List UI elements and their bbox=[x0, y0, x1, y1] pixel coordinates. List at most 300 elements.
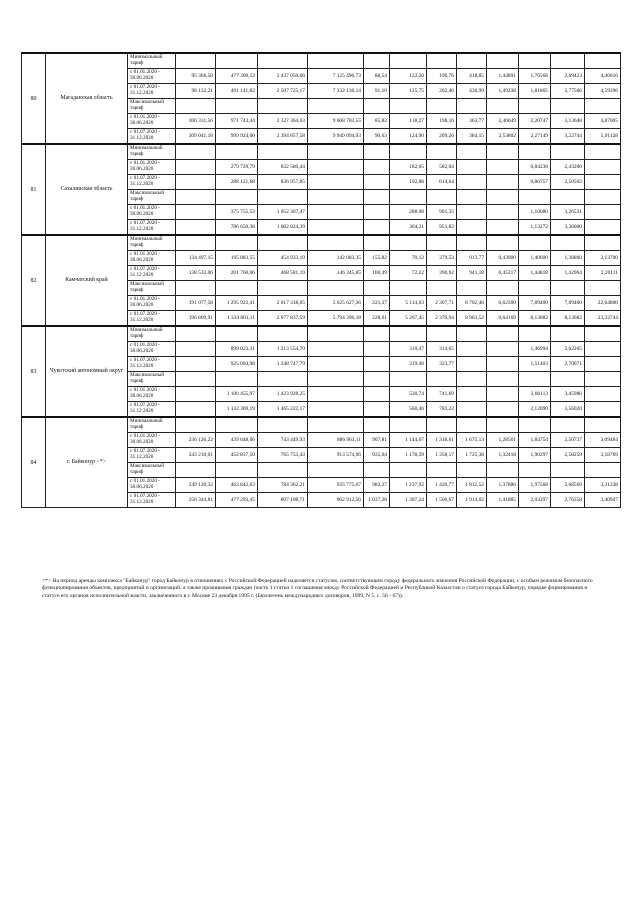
value-cell: 1,51403 bbox=[519, 357, 551, 372]
value-cell bbox=[258, 144, 308, 160]
period-cell: Максимальный тариф bbox=[128, 281, 176, 296]
value-cell bbox=[176, 144, 216, 160]
value-cell bbox=[176, 402, 216, 418]
value-cell: 2,53802 bbox=[487, 129, 519, 145]
value-cell: 3,09484 bbox=[585, 433, 621, 448]
value-cell: 384,15 bbox=[457, 129, 487, 145]
value-cell: 1,40600 bbox=[519, 251, 551, 266]
value-cell: 907,81 bbox=[364, 433, 390, 448]
value-cell bbox=[176, 387, 216, 402]
value-cell bbox=[216, 53, 258, 69]
value-cell: 1,42964 bbox=[551, 266, 585, 281]
value-cell: 2 507 725,17 bbox=[258, 84, 308, 99]
value-cell: 196 809,91 bbox=[176, 311, 216, 327]
value-cell: 2 376,94 bbox=[427, 311, 457, 327]
value-cell bbox=[258, 190, 308, 205]
value-cell: 0,62300 bbox=[487, 296, 519, 311]
value-cell: 1,81865 bbox=[519, 84, 551, 99]
value-cell: 195 883,55 bbox=[216, 251, 258, 266]
value-cell bbox=[308, 144, 364, 160]
value-cell bbox=[551, 326, 585, 342]
period-cell: с 01.07.2020 - 31.12.2020 bbox=[128, 84, 176, 99]
value-cell: 88,54 bbox=[364, 69, 390, 84]
value-cell bbox=[487, 205, 519, 220]
value-cell: 1,76568 bbox=[519, 69, 551, 84]
value-cell bbox=[364, 144, 390, 160]
value-cell: 452 837,50 bbox=[216, 448, 258, 463]
value-cell: 1,13272 bbox=[519, 220, 551, 236]
region-number: 81 bbox=[22, 144, 46, 235]
value-cell: 3,36000 bbox=[551, 220, 585, 236]
value-cell bbox=[216, 190, 258, 205]
value-cell: 279 729,79 bbox=[216, 160, 258, 175]
value-cell bbox=[585, 220, 621, 236]
value-cell: 2,13700 bbox=[585, 251, 621, 266]
value-cell: 1 052 307,47 bbox=[258, 205, 308, 220]
value-cell: 439 648,06 bbox=[216, 433, 258, 448]
value-cell bbox=[585, 342, 621, 357]
value-cell bbox=[364, 99, 390, 114]
value-cell bbox=[427, 144, 457, 160]
value-cell: 3,13648 bbox=[551, 114, 585, 129]
value-cell: 807 108,71 bbox=[258, 493, 308, 508]
value-cell: 477 300,12 bbox=[216, 69, 258, 84]
value-cell bbox=[487, 281, 519, 296]
value-cell bbox=[390, 235, 427, 251]
value-cell bbox=[585, 99, 621, 114]
value-cell bbox=[308, 160, 364, 175]
region-name: Магаданская область bbox=[46, 53, 128, 144]
value-cell: 2,50502 bbox=[551, 175, 585, 190]
value-cell: 3,22744 bbox=[551, 129, 585, 145]
value-cell bbox=[487, 53, 519, 69]
value-cell: 1 082 824,39 bbox=[258, 220, 308, 236]
value-cell bbox=[585, 281, 621, 296]
value-cell: 836 957,85 bbox=[258, 175, 308, 190]
value-cell: 2,20111 bbox=[585, 266, 621, 281]
value-cell: 91,10 bbox=[364, 84, 390, 99]
value-cell bbox=[519, 99, 551, 114]
value-cell: 1 100 455,97 bbox=[216, 387, 258, 402]
value-cell: 138 532,06 bbox=[176, 266, 216, 281]
value-cell: 2,77506 bbox=[551, 84, 585, 99]
value-cell bbox=[457, 53, 487, 69]
value-cell: 1 465 222,17 bbox=[258, 402, 308, 418]
value-cell: 2,27149 bbox=[519, 129, 551, 145]
value-cell bbox=[308, 281, 364, 296]
value-cell bbox=[427, 53, 457, 69]
value-cell bbox=[487, 175, 519, 190]
period-cell: с 01.07.2020 - 31.12.2020 bbox=[128, 493, 176, 508]
value-cell: 1 237,92 bbox=[390, 478, 427, 493]
period-cell: с 01.01.2020 - 30.06.2020 bbox=[128, 342, 176, 357]
value-cell bbox=[457, 220, 487, 236]
value-cell: 2,43206 bbox=[551, 160, 585, 175]
value-cell bbox=[364, 463, 390, 478]
value-cell: 5 625 627,36 bbox=[308, 296, 364, 311]
value-cell bbox=[364, 342, 390, 357]
value-cell: 1,41885 bbox=[487, 493, 519, 508]
value-cell: 23,32744 bbox=[585, 311, 621, 327]
value-cell bbox=[427, 99, 457, 114]
table-row bbox=[22, 417, 621, 433]
value-cell: 913,77 bbox=[457, 251, 487, 266]
value-cell bbox=[176, 463, 216, 478]
value-cell bbox=[551, 372, 585, 387]
region-number: 83 bbox=[22, 326, 46, 417]
value-cell bbox=[585, 357, 621, 372]
value-cell: 2,62205 bbox=[551, 342, 585, 357]
value-cell bbox=[364, 357, 390, 372]
value-cell: 886 963,11 bbox=[308, 433, 364, 448]
region-name: Чукотский автономный округ bbox=[46, 326, 128, 417]
period-cell: с 01.01.2020 - 30.06.2020 bbox=[128, 160, 176, 175]
value-cell: 221,37 bbox=[364, 296, 390, 311]
value-cell bbox=[176, 160, 216, 175]
value-cell: 614,64 bbox=[427, 175, 457, 190]
value-cell bbox=[364, 160, 390, 175]
value-cell bbox=[390, 99, 427, 114]
value-cell: 142 083,35 bbox=[308, 251, 364, 266]
value-cell bbox=[176, 175, 216, 190]
value-cell bbox=[585, 175, 621, 190]
value-cell bbox=[585, 235, 621, 251]
value-cell: 288,08 bbox=[390, 205, 427, 220]
value-cell: 2 394 857,58 bbox=[258, 129, 308, 145]
value-cell: 95 366,58 bbox=[176, 69, 216, 84]
value-cell bbox=[457, 281, 487, 296]
value-cell: 999 924,00 bbox=[216, 129, 258, 145]
value-cell bbox=[457, 205, 487, 220]
period-cell: Максимальный тариф bbox=[128, 190, 176, 205]
value-cell: 8 702,46 bbox=[457, 296, 487, 311]
value-cell: 786 650,38 bbox=[216, 220, 258, 236]
value-cell bbox=[585, 463, 621, 478]
table-row bbox=[22, 53, 621, 69]
value-cell bbox=[519, 417, 551, 433]
value-cell bbox=[176, 235, 216, 251]
value-cell bbox=[258, 235, 308, 251]
value-cell bbox=[258, 53, 308, 69]
value-cell: 2 437 050,66 bbox=[258, 69, 308, 84]
value-cell: 2 077 837,59 bbox=[258, 311, 308, 327]
value-cell: 935,04 bbox=[364, 448, 390, 463]
value-cell bbox=[487, 372, 519, 387]
value-cell: 7 332 136,14 bbox=[308, 84, 364, 99]
value-cell: 8,13082 bbox=[551, 311, 585, 327]
value-cell bbox=[364, 220, 390, 236]
value-cell: 2,69423 bbox=[551, 69, 585, 84]
value-cell bbox=[216, 281, 258, 296]
value-cell: 2 017 318,05 bbox=[258, 296, 308, 311]
value-cell: 1 307,24 bbox=[390, 493, 427, 508]
value-cell bbox=[308, 99, 364, 114]
value-cell bbox=[364, 281, 390, 296]
value-cell: 784 362,21 bbox=[258, 478, 308, 493]
value-cell: 192,88 bbox=[390, 175, 427, 190]
value-cell bbox=[390, 281, 427, 296]
period-cell: с 01.01.2020 - 30.06.2020 bbox=[128, 205, 176, 220]
value-cell: 463 842,03 bbox=[216, 478, 258, 493]
tariff-table bbox=[21, 52, 621, 508]
value-cell bbox=[427, 326, 457, 342]
value-cell: 8,13082 bbox=[519, 311, 551, 327]
value-cell: 560,46 bbox=[390, 402, 427, 418]
value-cell bbox=[308, 342, 364, 357]
value-cell: 941,18 bbox=[457, 266, 487, 281]
period-cell: Максимальный тариф bbox=[128, 463, 176, 478]
value-cell: 122,20 bbox=[390, 69, 427, 84]
value-cell bbox=[487, 342, 519, 357]
value-cell: 134 497,15 bbox=[176, 251, 216, 266]
value-cell: 1 178,39 bbox=[390, 448, 427, 463]
period-cell: с 01.07.2020 - 31.12.2020 bbox=[128, 357, 176, 372]
period-cell: Минимальный тариф bbox=[128, 326, 176, 342]
period-cell: Максимальный тариф bbox=[128, 372, 176, 387]
region-number: 84 bbox=[22, 417, 46, 508]
value-cell: 899 023,31 bbox=[216, 342, 258, 357]
value-cell bbox=[519, 190, 551, 205]
value-cell: 4,87005 bbox=[585, 114, 621, 129]
value-cell: 1,32418 bbox=[487, 448, 519, 463]
value-cell bbox=[308, 175, 364, 190]
value-cell bbox=[585, 205, 621, 220]
value-cell: 0,64169 bbox=[487, 311, 519, 327]
value-cell bbox=[216, 326, 258, 342]
value-cell bbox=[487, 220, 519, 236]
value-cell: 319,48 bbox=[390, 357, 427, 372]
value-cell bbox=[585, 53, 621, 69]
value-cell: 982,27 bbox=[364, 478, 390, 493]
value-cell: 832 580,44 bbox=[258, 160, 308, 175]
region-name: Камчатский край bbox=[46, 235, 128, 326]
value-cell: 7,89400 bbox=[551, 296, 585, 311]
value-cell bbox=[390, 463, 427, 478]
value-cell bbox=[519, 281, 551, 296]
value-cell bbox=[176, 357, 216, 372]
period-cell: с 01.01.2020 - 30.06.2020 bbox=[128, 114, 176, 129]
value-cell: 3,26531 bbox=[551, 205, 585, 220]
value-cell bbox=[487, 99, 519, 114]
value-cell bbox=[308, 235, 364, 251]
value-cell bbox=[176, 372, 216, 387]
value-cell bbox=[308, 220, 364, 236]
value-cell: 491 141,82 bbox=[216, 84, 258, 99]
value-cell: 1 426,77 bbox=[427, 478, 457, 493]
value-cell: 1,37886 bbox=[487, 478, 519, 493]
value-cell: 70,12 bbox=[390, 251, 427, 266]
value-cell bbox=[258, 463, 308, 478]
value-cell: 155,82 bbox=[364, 251, 390, 266]
value-cell bbox=[487, 463, 519, 478]
period-cell: с 01.07.2020 - 31.12.2020 bbox=[128, 402, 176, 418]
period-cell: Минимальный тариф bbox=[128, 53, 176, 69]
value-cell bbox=[176, 281, 216, 296]
value-cell bbox=[427, 372, 457, 387]
value-cell: 309 041,18 bbox=[176, 129, 216, 145]
value-cell bbox=[364, 205, 390, 220]
value-cell: 2,03297 bbox=[519, 493, 551, 508]
value-cell bbox=[258, 372, 308, 387]
value-cell: 2,12090 bbox=[519, 402, 551, 418]
value-cell bbox=[585, 372, 621, 387]
value-cell: 236 126,22 bbox=[176, 433, 216, 448]
value-cell: 1 295 923,41 bbox=[216, 296, 258, 311]
value-cell: 7,89400 bbox=[519, 296, 551, 311]
period-cell: Минимальный тариф bbox=[128, 417, 176, 433]
value-cell bbox=[364, 235, 390, 251]
value-cell: 202,46 bbox=[427, 84, 457, 99]
value-cell bbox=[308, 387, 364, 402]
value-cell: 9 668 702,55 bbox=[308, 114, 364, 129]
value-cell bbox=[176, 342, 216, 357]
value-cell: 1,38800 bbox=[551, 251, 585, 266]
value-cell: 2,76358 bbox=[551, 493, 585, 508]
value-cell: 2,50737 bbox=[551, 433, 585, 448]
value-cell: 1 132 369,19 bbox=[216, 402, 258, 418]
value-cell bbox=[551, 53, 585, 69]
value-cell bbox=[457, 175, 487, 190]
value-cell bbox=[390, 144, 427, 160]
value-cell bbox=[519, 326, 551, 342]
value-cell bbox=[585, 387, 621, 402]
tariff-table-body bbox=[22, 53, 621, 508]
value-cell bbox=[258, 417, 308, 433]
value-cell bbox=[551, 235, 585, 251]
value-cell bbox=[427, 417, 457, 433]
value-cell bbox=[308, 372, 364, 387]
value-cell: 182,65 bbox=[390, 160, 427, 175]
value-cell bbox=[216, 99, 258, 114]
value-cell: 962 912,56 bbox=[308, 493, 364, 508]
value-cell: 1 248 747,79 bbox=[258, 357, 308, 372]
value-cell bbox=[176, 99, 216, 114]
value-cell: 2,70071 bbox=[551, 357, 585, 372]
value-cell bbox=[487, 144, 519, 160]
value-cell: 85,82 bbox=[364, 114, 390, 129]
value-cell bbox=[308, 357, 364, 372]
value-cell bbox=[216, 235, 258, 251]
value-cell: 1 358,17 bbox=[427, 448, 457, 463]
value-cell bbox=[176, 205, 216, 220]
value-cell: 90,63 bbox=[364, 129, 390, 145]
value-cell: 314,65 bbox=[427, 342, 457, 357]
value-cell: 1 213 554,70 bbox=[258, 342, 308, 357]
value-cell: 468 581,19 bbox=[258, 266, 308, 281]
value-cell bbox=[308, 53, 364, 69]
value-cell bbox=[551, 281, 585, 296]
value-cell bbox=[390, 53, 427, 69]
value-cell: 1 812,52 bbox=[457, 478, 487, 493]
value-cell bbox=[487, 417, 519, 433]
value-cell: 4,59396 bbox=[585, 84, 621, 99]
value-cell: 454 933,19 bbox=[258, 251, 308, 266]
value-cell bbox=[551, 417, 585, 433]
value-cell: 2 327 364,03 bbox=[258, 114, 308, 129]
value-cell bbox=[457, 387, 487, 402]
value-cell bbox=[176, 190, 216, 205]
value-cell bbox=[364, 372, 390, 387]
value-cell bbox=[258, 99, 308, 114]
value-cell bbox=[487, 160, 519, 175]
value-cell: 9 949 094,93 bbox=[308, 129, 364, 145]
value-cell bbox=[585, 402, 621, 418]
value-cell: 925 094,98 bbox=[216, 357, 258, 372]
value-cell: 5,01128 bbox=[585, 129, 621, 145]
value-cell: 935 775,07 bbox=[308, 478, 364, 493]
value-cell: 98 132,21 bbox=[176, 84, 216, 99]
value-cell: 288 121,68 bbox=[216, 175, 258, 190]
value-cell bbox=[519, 463, 551, 478]
value-cell bbox=[457, 417, 487, 433]
value-cell: 1 037,28 bbox=[364, 493, 390, 508]
value-cell: 125,75 bbox=[390, 84, 427, 99]
value-cell: 2,06113 bbox=[519, 387, 551, 402]
value-cell: 390,92 bbox=[427, 266, 457, 281]
value-cell: 3,31338 bbox=[585, 478, 621, 493]
value-cell bbox=[487, 387, 519, 402]
value-cell: 7 125 496,73 bbox=[308, 69, 364, 84]
period-cell: Минимальный тариф bbox=[128, 235, 176, 251]
value-cell: 249 120,32 bbox=[176, 478, 216, 493]
value-cell: 191 077,58 bbox=[176, 296, 216, 311]
value-cell: 8 963,52 bbox=[457, 311, 487, 327]
table-row bbox=[22, 326, 621, 342]
value-cell bbox=[585, 144, 621, 160]
value-cell bbox=[457, 463, 487, 478]
value-cell: 5 267,45 bbox=[390, 311, 427, 327]
value-cell: 477 293,45 bbox=[216, 493, 258, 508]
value-cell: 1 675,13 bbox=[457, 433, 487, 448]
value-cell bbox=[364, 53, 390, 69]
value-cell: 530,74 bbox=[390, 387, 427, 402]
region-name: г. Байконур <*> bbox=[46, 417, 128, 508]
value-cell bbox=[487, 402, 519, 418]
value-cell bbox=[308, 402, 364, 418]
value-cell: 783,22 bbox=[427, 402, 457, 418]
period-cell: с 01.01.2020 - 30.06.2020 bbox=[128, 387, 176, 402]
value-cell: 1,44818 bbox=[519, 266, 551, 281]
value-cell bbox=[176, 53, 216, 69]
period-cell: с 01.01.2020 - 30.06.2020 bbox=[128, 478, 176, 493]
value-cell: 146 345,85 bbox=[308, 266, 364, 281]
period-cell: Минимальный тариф bbox=[128, 144, 176, 160]
value-cell: 118,27 bbox=[390, 114, 427, 129]
value-cell bbox=[258, 281, 308, 296]
value-cell bbox=[519, 144, 551, 160]
value-cell bbox=[585, 417, 621, 433]
value-cell: 22,64800 bbox=[585, 296, 621, 311]
value-cell bbox=[308, 417, 364, 433]
value-cell: 0,43900 bbox=[487, 251, 519, 266]
period-cell: с 01.01.2020 - 30.06.2020 bbox=[128, 251, 176, 266]
region-number: 80 bbox=[22, 53, 46, 144]
value-cell bbox=[364, 190, 390, 205]
period-cell: с 01.07.2020 - 31.12.2020 bbox=[128, 129, 176, 145]
value-cell bbox=[487, 326, 519, 342]
value-cell: 1,28561 bbox=[487, 433, 519, 448]
value-cell bbox=[427, 235, 457, 251]
value-cell: 1 334 801,11 bbox=[216, 311, 258, 327]
value-cell bbox=[308, 326, 364, 342]
value-cell bbox=[364, 175, 390, 190]
value-cell bbox=[427, 281, 457, 296]
value-cell bbox=[364, 387, 390, 402]
value-cell bbox=[551, 144, 585, 160]
value-cell bbox=[457, 372, 487, 387]
value-cell: 300 331,56 bbox=[176, 114, 216, 129]
value-cell bbox=[176, 326, 216, 342]
